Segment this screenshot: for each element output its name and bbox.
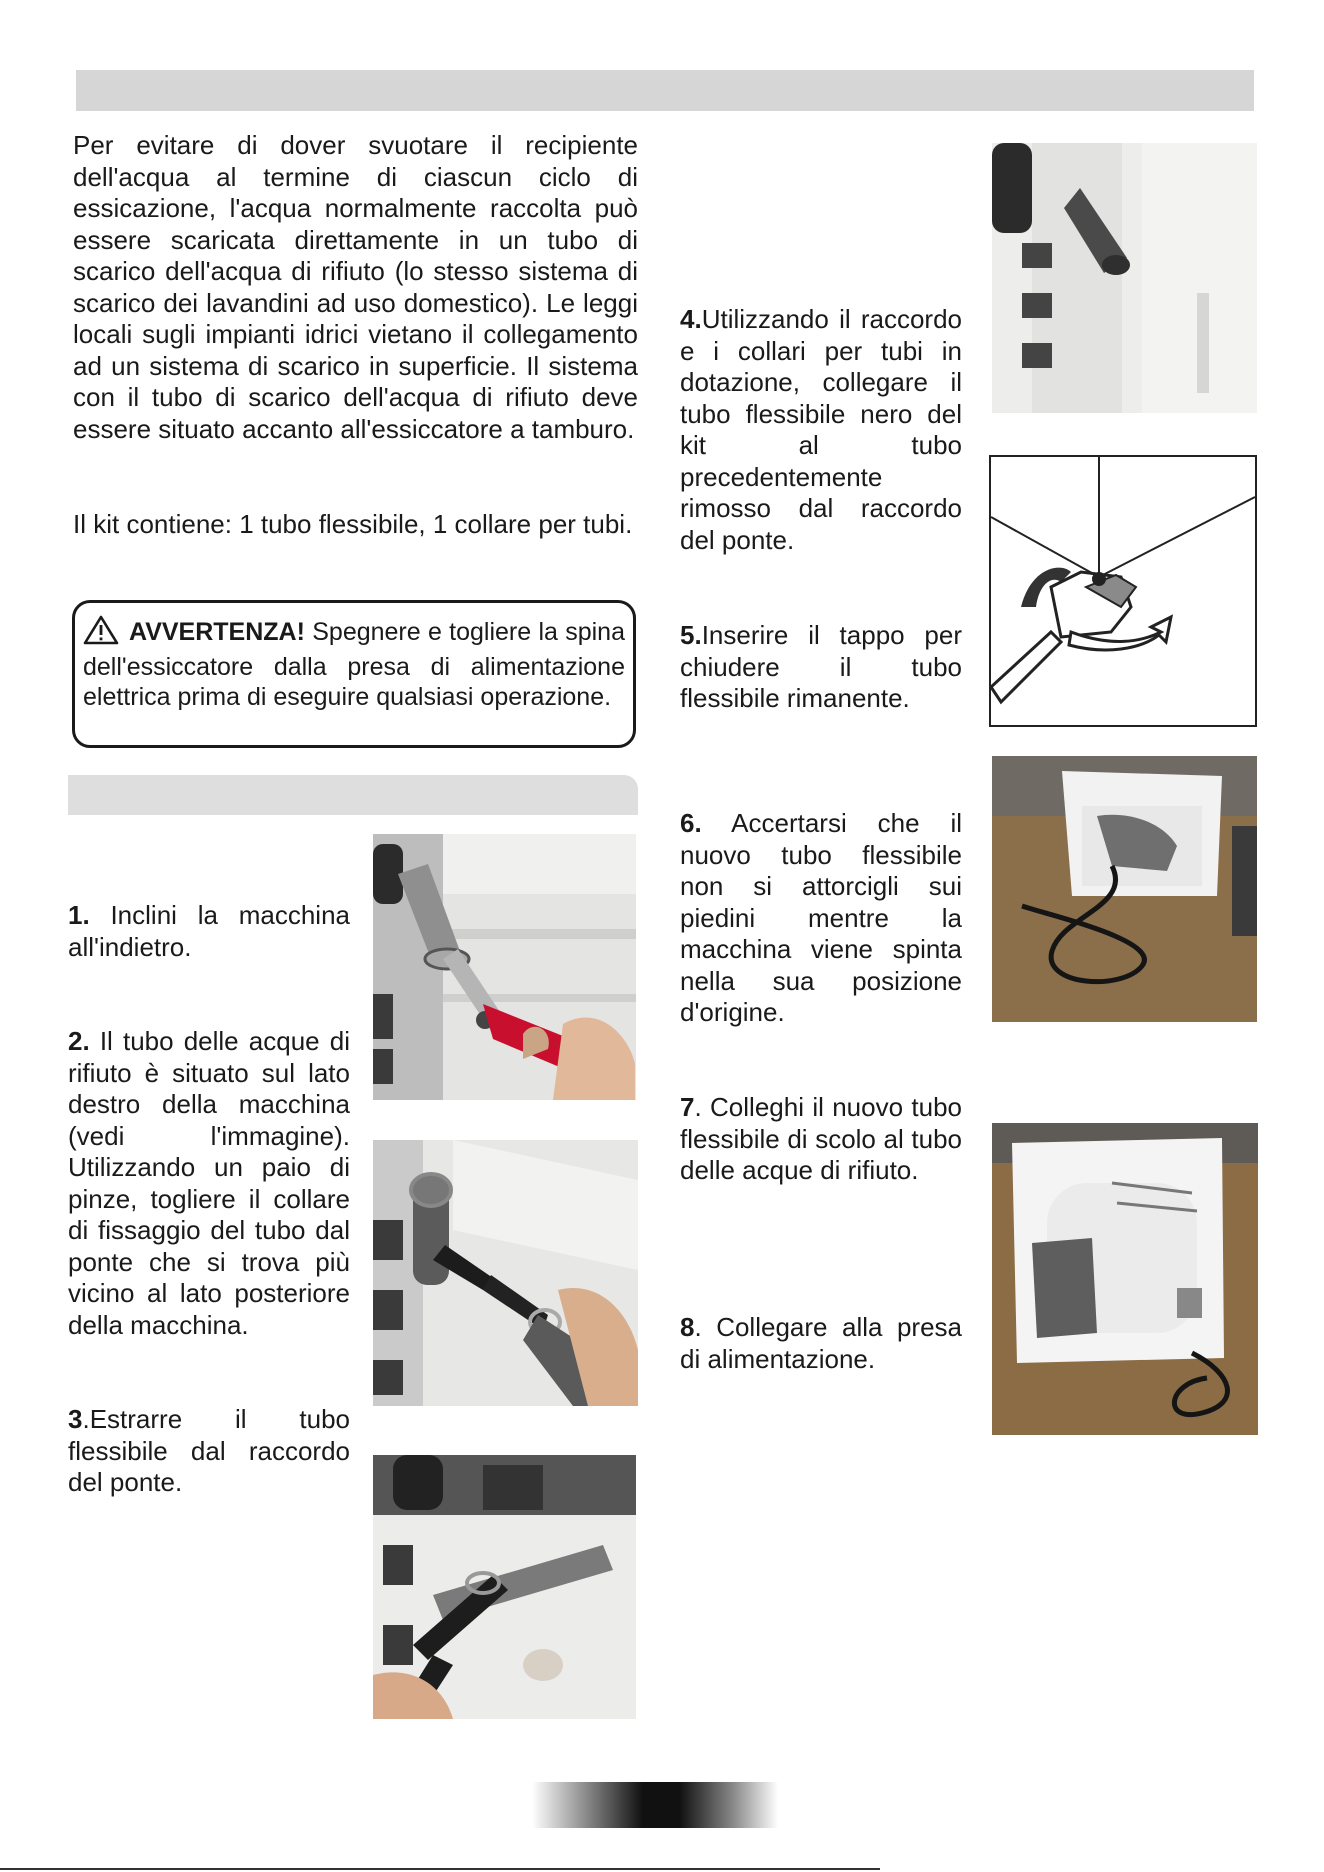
- step-text: Accertarsi che il nuovo tubo flessibile non si attorcigli sui piedini mentre la macchina viene spinta nella sua posizione d'origine.: [680, 808, 962, 1027]
- section-bar: [68, 775, 638, 815]
- warning-box: [72, 600, 636, 748]
- photo-drain-fitting: [992, 143, 1257, 413]
- step-3: [68, 1404, 350, 1499]
- step-2: [68, 1026, 350, 1341]
- photo-dryer-hose-floor: [992, 756, 1257, 1022]
- step-number: 6.: [680, 808, 702, 838]
- header-bar: [76, 70, 1254, 111]
- kit-contents: Il kit contiene: 1 tubo flessibile, 1 collare per tubi.: [73, 509, 633, 539]
- step-number: 4.: [680, 304, 702, 334]
- step-number: 7: [680, 1092, 695, 1122]
- step-number: 8: [680, 1312, 695, 1342]
- step-text: Inserire il tappo per chiudere il tubo flessibile rimanente.: [680, 620, 962, 713]
- photo-pliers-clamp: [373, 834, 636, 1100]
- photo-hose-fitting: [373, 1455, 636, 1719]
- step-text: . Collegare alla presa di alimentazione.: [680, 1312, 962, 1374]
- step-number: 2.: [68, 1026, 90, 1056]
- step-text: .Estrarre il tubo flessibile dal raccordo del ponte.: [68, 1404, 350, 1497]
- warning-label: AVVERTENZA!: [129, 618, 305, 646]
- step-5: [680, 620, 962, 715]
- step-text: Utilizzando il raccordo e i collari per tubi in dotazione, collegare il tubo flessibile nero del kit al tubo precedentemente rimosso dal raccordo del ponte.: [680, 304, 962, 555]
- bottom-rule: [0, 1868, 880, 1870]
- step-number: 1.: [68, 900, 90, 930]
- step-8: [680, 1312, 962, 1375]
- warning-text: Spegnere e togliere la spina dell'essiccatore dalla presa di alimentazione elettrica prima di eseguire qualsiasi operazione.: [83, 618, 625, 711]
- step-number: 5.: [680, 620, 702, 650]
- photo-dryer-back: [992, 1123, 1258, 1435]
- step-7: [680, 1092, 962, 1187]
- step-text: . Colleghi il nuovo tubo flessibile di scolo al tubo delle acque di rifiuto.: [680, 1092, 962, 1185]
- step-6: [680, 808, 962, 1029]
- step-text: Il tubo delle acque di rifiuto è situato sul lato destro della macchina (vedi l'immagine). Utilizzando un paio di pinze, togliere il collare di fissaggio del tubo dal ponte che si trova più vicino al lato posteriore della macchina.: [68, 1026, 350, 1340]
- warning-triangle-icon: [83, 615, 119, 652]
- photo-black-hose: [373, 1140, 638, 1406]
- intro-paragraph: Per evitare di dover svuotare il recipiente dell'acqua al termine di ciascun ciclo di essicazione, l'acqua normalmente raccolta può essere scaricata direttamente in un tubo di scarico dell'acqua di rifiuto (lo stesso sistema di scarico dei lavandini ad uso domestico). Le leggi locali sugli impianti idrici vietano il collegamento ad un sistema di scarico in superficie. Il sistema con il tubo di scarico dell'acqua di rifiuto deve essere situato accanto all'essiccatore a tamburo.: [73, 130, 638, 444]
- step-4: [680, 304, 962, 556]
- diagram-insert-cap: [989, 455, 1257, 727]
- footer-page-band: [532, 1782, 778, 1828]
- step-1: [68, 900, 350, 963]
- step-text: Inclini la macchina all'indietro.: [68, 900, 350, 962]
- step-number: 3: [68, 1404, 83, 1434]
